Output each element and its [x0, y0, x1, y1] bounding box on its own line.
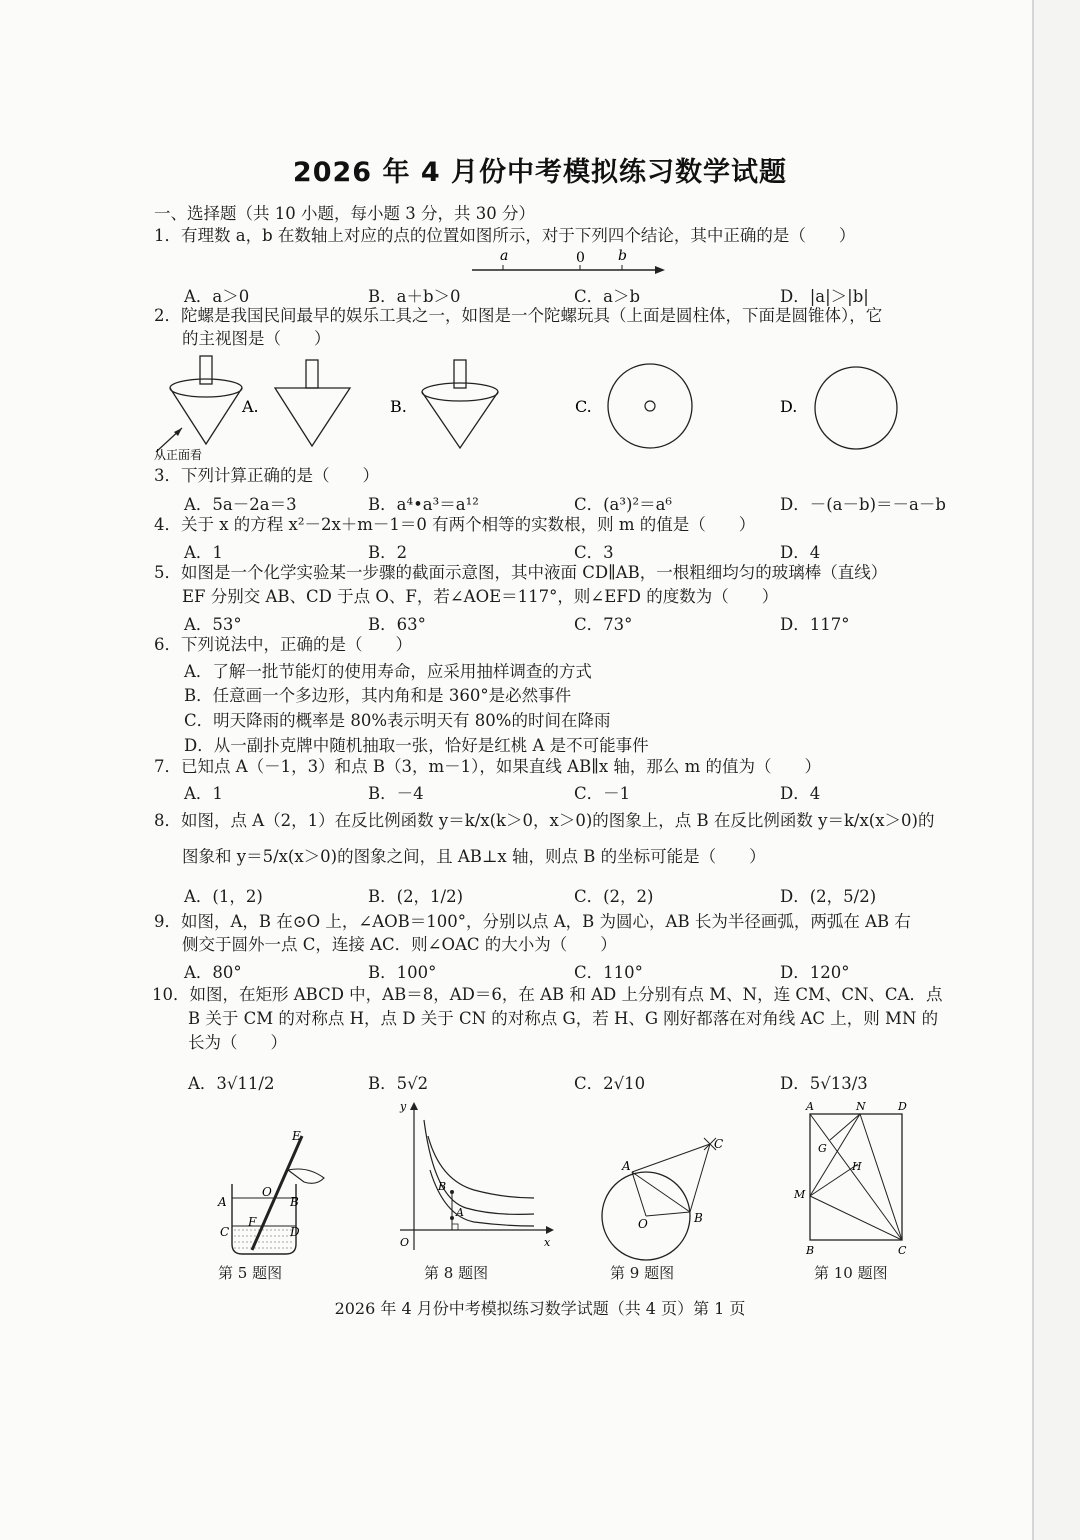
caption-q8: 第 8 题图	[424, 1264, 489, 1282]
q9-option-c[interactable]: C．110°	[574, 963, 643, 982]
q10-stem-line2: B 关于 CM 的对称点 H，点 D 关于 CN 的对称点 G，若 H、G 刚好都落在对角线 AC 上，则 MN 的	[188, 1009, 939, 1028]
q10-option-c[interactable]: C．2√10	[574, 1074, 646, 1093]
svg-text:C: C	[714, 1137, 724, 1151]
q8-option-c[interactable]: C．(2，2)	[574, 887, 654, 906]
figure-q9-circle	[598, 1132, 728, 1262]
q3-stem: 3．下列计算正确的是（ ）	[154, 466, 379, 485]
svg-text:A: A	[456, 1206, 464, 1219]
q9-stem-line2: 侧交于圆外一点 C，连接 AC．则∠OAC 的大小为（ ）	[182, 935, 617, 954]
figure-q8-graph	[394, 1100, 556, 1256]
svg-text:y: y	[400, 1100, 407, 1113]
svg-text:O: O	[400, 1236, 410, 1249]
svg-text:H: H	[852, 1160, 862, 1173]
svg-text:O: O	[262, 1185, 272, 1199]
q9-stem-line1: 9．如图，A，B 在⊙O 上，∠AOB＝100°，分别以点 A，B 为圆心，AB 长为半径画弧，两弧在 AB 右	[154, 912, 911, 931]
q7-option-c[interactable]: C．－1	[574, 784, 631, 803]
q3-option-b[interactable]: B．a⁴•a³＝a¹²	[368, 495, 479, 514]
q2-option-d[interactable]: D.	[780, 397, 798, 416]
q4-option-c[interactable]: C．3	[574, 543, 614, 562]
svg-text:F: F	[248, 1215, 257, 1229]
q5-stem-line1: 5．如图是一个化学实验某一步骤的截面示意图，其中液面 CD∥AB，一根粗细均匀的玻璃棒（直线）	[154, 563, 888, 582]
q9-option-a[interactable]: A．80°	[184, 963, 242, 982]
q6-option-c[interactable]: C．明天降雨的概率是 80%表示明天有 80%的时间在降雨	[184, 711, 611, 730]
q7-stem: 7．已知点 A（－1，3）和点 B（3，m－1），如果直线 AB∥x 轴，那么 m 的值为（ ）	[154, 757, 822, 776]
svg-text:B: B	[806, 1244, 815, 1257]
q6-stem: 6．下列说法中，正确的是（ ）	[154, 635, 412, 654]
q8-option-b[interactable]: B．(2，1/2)	[368, 887, 464, 906]
svg-text:B: B	[694, 1211, 703, 1225]
svg-text:A: A	[806, 1100, 814, 1113]
q5-option-a[interactable]: A．53°	[184, 615, 242, 634]
axis-label-a: a	[500, 248, 509, 264]
q1-number-line	[470, 246, 670, 280]
caption-q5: 第 5 题图	[218, 1264, 283, 1282]
q4-option-b[interactable]: B．2	[368, 543, 408, 562]
svg-text:C: C	[898, 1244, 907, 1257]
q5-stem-line2: EF 分别交 AB、CD 于点 O、F，若∠AOE＝117°，则∠EFD 的度数为（ ）	[182, 587, 779, 606]
q1-option-d[interactable]: D．|a|＞|b|	[780, 287, 869, 306]
q6-option-a[interactable]: A．了解一批节能灯的使用寿命，应采用抽样调查的方式	[184, 662, 592, 681]
axis-label-zero: 0	[576, 250, 585, 266]
q2-option-a[interactable]: A.	[242, 397, 259, 416]
q10-stem-line3: 长为（ ）	[188, 1033, 287, 1052]
svg-text:M: M	[794, 1188, 806, 1201]
caption-q10: 第 10 题图	[814, 1264, 888, 1282]
page-footer: 2026 年 4 月份中考模拟练习数学试题（共 4 页）第 1 页	[334, 1299, 746, 1318]
svg-text:O: O	[638, 1217, 648, 1231]
q8-option-a[interactable]: A．(1，2)	[184, 887, 263, 906]
section-heading: 一、选择题（共 10 小题，每小题 3 分，共 30 分）	[154, 204, 535, 223]
svg-text:E: E	[292, 1129, 301, 1143]
q8-stem-line2: 图象和 y＝5/x(x＞0)的图象之间，且 AB⊥x 轴，则点 B 的坐标可能是（ ）	[182, 847, 766, 866]
q5-option-b[interactable]: B．63°	[368, 615, 426, 634]
q2-stem-line2: 的主视图是（ ）	[182, 329, 331, 348]
svg-text:D: D	[898, 1100, 907, 1113]
q3-option-a[interactable]: A．5a－2a＝3	[184, 495, 297, 514]
svg-text:B: B	[438, 1180, 447, 1193]
svg-text:G: G	[818, 1142, 827, 1155]
svg-text:N: N	[856, 1100, 866, 1113]
q2-option-c[interactable]: C.	[575, 397, 592, 416]
q7-option-a[interactable]: A．1	[184, 784, 223, 803]
q6-option-b[interactable]: B．任意画一个多边形，其内角和是 360°是必然事件	[184, 686, 572, 705]
q4-option-a[interactable]: A．1	[184, 543, 223, 562]
q8-stem-line1: 8．如图，点 A（2，1）在反比例函数 y＝k/x(k＞0，x＞0)的图象上，点 B 在反比例函数 y＝k/x(x＞0)的	[154, 811, 935, 830]
svg-text:C: C	[220, 1225, 230, 1239]
q10-stem-line1: 10．如图，在矩形 ABCD 中，AB＝8，AD＝6，在 AB 和 AD 上分别有点 M、N，连 CM、CN、CA．点	[152, 985, 943, 1004]
svg-text:x: x	[544, 1236, 551, 1249]
figure-q5-beaker	[212, 1126, 342, 1262]
q5-option-c[interactable]: C．73°	[574, 615, 633, 634]
q4-stem: 4．关于 x 的方程 x²－2x＋m－1＝0 有两个相等的实数根，则 m 的值是（ ）	[154, 515, 756, 534]
q10-option-d[interactable]: D．5√13/3	[780, 1074, 868, 1093]
figure-q10-rectangle	[790, 1098, 920, 1260]
q3-option-d[interactable]: D．－(a－b)＝－a－b	[780, 495, 946, 514]
page-title: 2026 年 4 月份中考模拟练习数学试题	[292, 157, 788, 188]
q1-option-b[interactable]: B．a＋b＞0	[368, 287, 461, 306]
q9-option-d[interactable]: D．120°	[780, 963, 850, 982]
q2-figures	[150, 352, 920, 464]
q6-option-d[interactable]: D．从一副扑克牌中随机抽取一张，恰好是红桃 A 是不可能事件	[184, 736, 649, 755]
svg-text:D: D	[290, 1225, 300, 1239]
q5-option-d[interactable]: D．117°	[780, 615, 850, 634]
q10-option-b[interactable]: B．5√2	[368, 1074, 429, 1093]
q10-option-a[interactable]: A．3√11/2	[188, 1074, 275, 1093]
svg-text:B: B	[290, 1195, 299, 1209]
q1-stem: 1．有理数 a，b 在数轴上对应的点的位置如图所示，对于下列四个结论，其中正确的是（ ）	[154, 226, 856, 245]
q8-option-d[interactable]: D．(2，5/2)	[780, 887, 877, 906]
caption-q9: 第 9 题图	[610, 1264, 675, 1282]
q7-option-b[interactable]: B．－4	[368, 784, 424, 803]
q1-option-c[interactable]: C．a＞b	[574, 287, 641, 306]
axis-label-b: b	[618, 248, 627, 264]
view-direction-note: 从正面看	[154, 448, 203, 462]
svg-text:A: A	[622, 1159, 631, 1173]
q3-option-c[interactable]: C．(a³)²＝a⁶	[574, 495, 673, 514]
q1-option-a[interactable]: A．a＞0	[184, 287, 250, 306]
q2-option-b[interactable]: B.	[390, 397, 407, 416]
svg-text:A: A	[218, 1195, 227, 1209]
q2-stem-line1: 2．陀螺是我国民间最早的娱乐工具之一，如图是一个陀螺玩具（上面是圆柱体，下面是圆锥体），它	[154, 306, 883, 325]
q9-option-b[interactable]: B．100°	[368, 963, 437, 982]
q7-option-d[interactable]: D．4	[780, 784, 821, 803]
q4-option-d[interactable]: D．4	[780, 543, 821, 562]
